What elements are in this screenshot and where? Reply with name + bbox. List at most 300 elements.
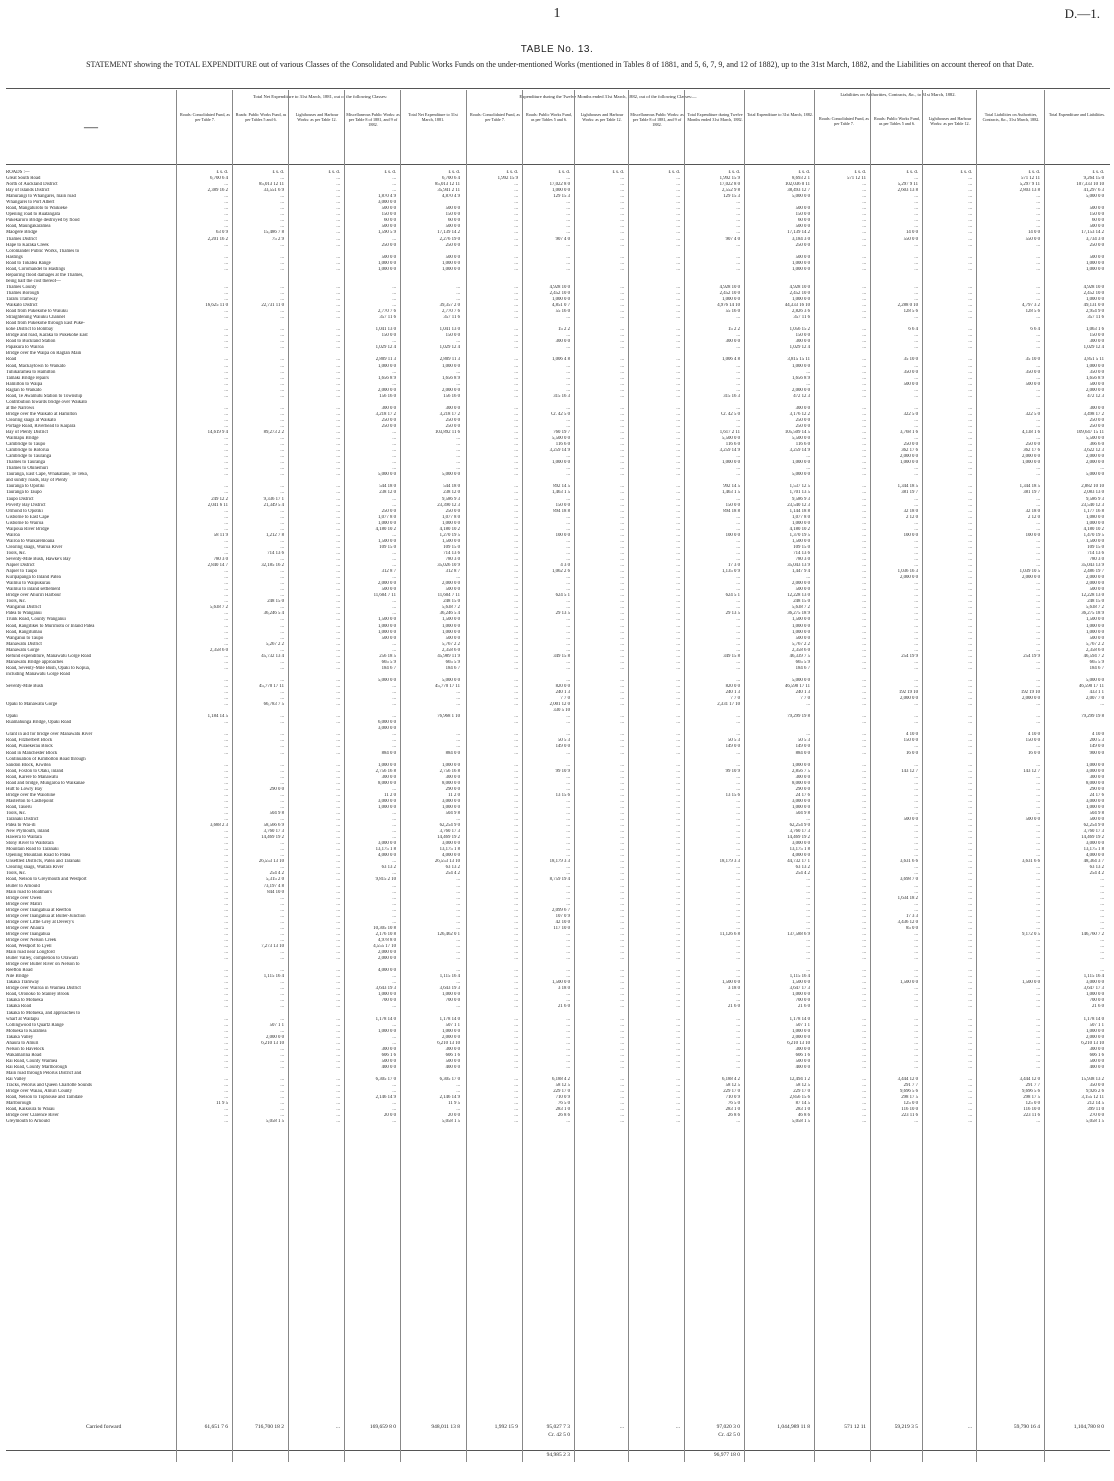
- table-cell: ...: [736, 780, 740, 786]
- table-cell: ...: [566, 665, 570, 671]
- table-cell: ...: [514, 448, 518, 454]
- carried-forward-value: 1,104,780 8 0: [1073, 1424, 1104, 1430]
- table-cell: ...: [280, 1083, 284, 1089]
- table-cell: ...: [620, 563, 624, 569]
- table-cell: 240 1 3: [795, 690, 810, 696]
- table-cell: ...: [968, 357, 972, 363]
- table-cell: ...: [676, 520, 680, 526]
- table-cell: 349 15 8: [553, 653, 570, 659]
- row-label: Road, Nelson to Tophouse and Tarndale: [6, 1095, 83, 1101]
- table-cell: ...: [914, 593, 918, 599]
- table-cell: 62,254 9 0: [439, 823, 460, 829]
- table-cell: 116 6 0: [725, 442, 740, 448]
- table-cell: ...: [1036, 1028, 1040, 1034]
- table-cell: 283 1 0: [725, 1107, 740, 1113]
- table-cell: ...: [566, 968, 570, 974]
- table-cell: 504 9 8: [269, 810, 284, 816]
- row-label: Road in Manchester Block: [6, 750, 58, 756]
- table-cell: 184 6 7: [445, 665, 460, 671]
- table-cell: ...: [1036, 780, 1040, 786]
- table-cell: ...: [392, 810, 396, 816]
- table-cell: 300 0 0: [381, 405, 396, 411]
- table-cell: ...: [968, 345, 972, 351]
- table-cell: ...: [566, 804, 570, 810]
- table-cell: 129 15 3: [723, 194, 740, 200]
- table-cell: 2,358 6 0: [792, 647, 810, 653]
- table-cell: 6,188 4 2: [722, 1077, 740, 1083]
- table-cell: ...: [280, 950, 284, 956]
- table-cell: ...: [914, 387, 918, 393]
- table-cell: ...: [736, 732, 740, 738]
- table-cell: ...: [968, 792, 972, 798]
- row-label: Ahaura to Amuri: [6, 1040, 39, 1046]
- table-cell: ...: [224, 635, 228, 641]
- table-cell: ...: [280, 677, 284, 683]
- row-label: Road, Kaikoura to Waiau: [6, 1107, 55, 1113]
- carried-forward-value: 59,219 3 5: [894, 1424, 918, 1430]
- table-cell: £ s. d.: [272, 170, 284, 175]
- table-cell: ...: [620, 490, 624, 496]
- table-cell: ...: [566, 1028, 570, 1034]
- table-cell: 1,370 19 5: [789, 532, 810, 538]
- table-cell: ...: [224, 677, 228, 683]
- table-cell: ...: [392, 738, 396, 744]
- table-cell: ...: [224, 466, 228, 472]
- table-cell: ...: [336, 290, 340, 296]
- table-cell: 143 12 7: [901, 768, 918, 774]
- table-cell: ...: [736, 883, 740, 889]
- table-cell: 128 5 6: [903, 309, 918, 315]
- table-cell: ...: [968, 550, 972, 556]
- table-cell: ...: [514, 895, 518, 901]
- table-cell: ...: [914, 804, 918, 810]
- table-cell: ...: [620, 986, 624, 992]
- table-cell: 150 0 0: [555, 502, 570, 508]
- table-cell: ...: [676, 889, 680, 895]
- table-cell: ...: [224, 224, 228, 230]
- table-cell: 283 1 0: [795, 1107, 810, 1113]
- row-label: Nile Bridge: [6, 974, 29, 980]
- table-cell: ...: [514, 605, 518, 611]
- table-cell: ...: [676, 1046, 680, 1052]
- table-cell: ...: [336, 762, 340, 768]
- table-cell: 249 12 2: [211, 496, 228, 502]
- table-cell: ...: [862, 768, 866, 774]
- table-cell: ...: [336, 363, 340, 369]
- carried-forward-credit-total: Cr. 42 5 0: [718, 1432, 740, 1438]
- table-cell: 1,500 0 0: [1086, 617, 1104, 623]
- table-cell: ...: [336, 919, 340, 925]
- table-cell: ...: [620, 1040, 624, 1046]
- table-cell: ...: [456, 968, 460, 974]
- table-cell: 500 0 0: [903, 381, 918, 387]
- table-cell: 3,218 17 2: [439, 411, 460, 417]
- table-cell: 400 0 0: [445, 1064, 460, 1070]
- column-divider: [684, 90, 685, 1462]
- table-cell: ...: [280, 327, 284, 333]
- table-cell: ...: [914, 931, 918, 937]
- table-cell: ...: [514, 1004, 518, 1010]
- table-cell: 46,590 17 11: [1078, 683, 1104, 689]
- table-cell: 2,358 6 0: [1086, 647, 1104, 653]
- table-cell: 1,000 0 0: [1086, 363, 1104, 369]
- row-label: Whangarei to Port Albert: [6, 200, 55, 206]
- table-cell: 125 0 0: [1025, 1101, 1040, 1107]
- table-cell: £ s. d.: [906, 170, 918, 175]
- table-cell: ...: [514, 889, 518, 895]
- table-cell: ...: [280, 206, 284, 212]
- row-label: Road, Rangitikei to Murimotu or Inland Patea: [6, 623, 95, 629]
- row-label: Bridge over Clarence River: [6, 1113, 59, 1119]
- row-label: Bridge over Ahuriri Harbour: [6, 593, 62, 599]
- table-cell: ...: [456, 980, 460, 986]
- table-cell: ...: [1100, 968, 1104, 974]
- table-cell: 100 0 0: [725, 532, 740, 538]
- row-label: Refund expenditure, Manawatu Gorge Road: [6, 653, 92, 659]
- table-cell: ...: [620, 575, 624, 581]
- table-cell: ...: [862, 871, 866, 877]
- table-cell: ...: [676, 1064, 680, 1070]
- table-cell: ...: [280, 194, 284, 200]
- table-cell: ...: [392, 641, 396, 647]
- table-cell: 3,815 15 11: [787, 357, 810, 363]
- table-cell: 24 17 6: [1089, 792, 1104, 798]
- table-cell: ...: [336, 605, 340, 611]
- row-label: Takaka Tramway: [6, 980, 40, 986]
- table-cell: 300 0 0: [1089, 405, 1104, 411]
- table-cell: ...: [1036, 641, 1040, 647]
- row-label: Road, Coromandel to Hastings: [6, 266, 66, 272]
- table-cell: ...: [914, 538, 918, 544]
- table-cell: 8,000 0 0: [378, 780, 396, 786]
- table-cell: ...: [620, 436, 624, 442]
- table-cell: 283 1 0: [555, 1107, 570, 1113]
- table-cell: 14 0 0: [1028, 230, 1040, 236]
- table-cell: ...: [968, 1107, 972, 1113]
- table-cell: 76,968 1 10: [437, 714, 460, 720]
- table-cell: ...: [676, 841, 680, 847]
- table-cell: ...: [336, 774, 340, 780]
- table-cell: ...: [336, 423, 340, 429]
- table-cell: 2,856 15 6: [789, 1095, 810, 1101]
- table-cell: ...: [676, 792, 680, 798]
- row-label: Waimui to Waipukurau: [6, 581, 51, 587]
- table-cell: 4 3 0: [560, 563, 570, 569]
- table-cell: ...: [566, 405, 570, 411]
- table-cell: 23,540 12 3: [787, 502, 810, 508]
- table-cell: ...: [224, 1022, 228, 1028]
- table-cell: ...: [566, 798, 570, 804]
- table-cell: ...: [224, 780, 228, 786]
- table-cell: ...: [914, 496, 918, 502]
- table-cell: ...: [224, 623, 228, 629]
- row-label: Tools, &c.: [6, 871, 27, 877]
- table-cell: ...: [676, 665, 680, 671]
- table-cell: ...: [514, 913, 518, 919]
- table-cell: ...: [336, 738, 340, 744]
- table-cell: ...: [566, 847, 570, 853]
- table-cell: ...: [862, 327, 866, 333]
- table-cell: ...: [336, 937, 340, 943]
- table-cell: ...: [280, 575, 284, 581]
- table-cell: ...: [914, 720, 918, 726]
- table-cell: ...: [968, 611, 972, 617]
- table-cell: ...: [224, 442, 228, 448]
- table-cell: 229 17 0: [723, 1089, 740, 1095]
- table-cell: ...: [280, 393, 284, 399]
- table-cell: ...: [676, 810, 680, 816]
- table-cell: ...: [1036, 1022, 1040, 1028]
- table-cell: ...: [336, 303, 340, 309]
- table-cell: ...: [968, 599, 972, 605]
- table-cell: ...: [224, 218, 228, 224]
- table-cell: ...: [1036, 224, 1040, 230]
- row-label: Bridge over Nelson Creek: [6, 937, 57, 943]
- table-cell: ...: [280, 176, 284, 182]
- column-header: Roads: Consolidated Fund, as per Table 7.: [469, 112, 521, 122]
- row-label: Waimapu Bridge: [6, 436, 39, 442]
- table-cell: ...: [968, 200, 972, 206]
- table-cell: 21 6 0: [558, 1004, 570, 1010]
- table-cell: 184 6 7: [795, 665, 810, 671]
- table-cell: 2,000 0 0: [900, 454, 918, 460]
- table-cell: ...: [1036, 296, 1040, 302]
- table-cell: ...: [456, 454, 460, 460]
- table-cell: ...: [968, 907, 972, 913]
- table-cell: ...: [620, 696, 624, 702]
- table-cell: ...: [620, 1083, 624, 1089]
- table-cell: ...: [676, 611, 680, 617]
- table-cell: ...: [862, 484, 866, 490]
- table-cell: 322 5 0: [1025, 411, 1040, 417]
- table-cell: ...: [968, 484, 972, 490]
- table-cell: ...: [336, 599, 340, 605]
- table-cell: ...: [224, 1064, 228, 1070]
- table-cell: ...: [862, 611, 866, 617]
- table-cell: ...: [736, 798, 740, 804]
- table-cell: ...: [224, 290, 228, 296]
- row-label: Bridge over Owen: [6, 895, 42, 901]
- table-cell: ...: [514, 611, 518, 617]
- table-cell: 9,586 9 3: [792, 496, 810, 502]
- table-cell: ...: [968, 847, 972, 853]
- row-label: Bridge over Ahaura: [6, 925, 44, 931]
- table-cell: ...: [676, 786, 680, 792]
- table-cell: ...: [676, 913, 680, 919]
- table-cell: 24 17 6: [795, 792, 810, 798]
- table-cell: ...: [862, 575, 866, 581]
- table-cell: ...: [968, 1095, 972, 1101]
- row-label: Wanganui to Taupo: [6, 635, 44, 641]
- table-cell: 544 18 0: [443, 484, 460, 490]
- table-cell: ...: [224, 575, 228, 581]
- table-cell: ...: [1036, 1034, 1040, 1040]
- table-cell: ...: [620, 363, 624, 369]
- table-cell: ...: [514, 792, 518, 798]
- table-cell: ...: [676, 472, 680, 478]
- row-label: Seventy-Mile Bush, Hawke's Bay: [6, 557, 71, 562]
- table-cell: ...: [456, 442, 460, 448]
- table-cell: ...: [736, 659, 740, 665]
- table-cell: 60 0 0: [1092, 218, 1104, 224]
- table-cell: 1,178 14 0: [439, 1016, 460, 1022]
- table-cell: ...: [676, 937, 680, 943]
- table-cell: 13 15 6: [555, 792, 570, 798]
- table-cell: ...: [514, 780, 518, 786]
- table-cell: ...: [736, 871, 740, 877]
- table-cell: 3,768 1 6: [900, 430, 918, 436]
- table-cell: 2,882 10 10: [1081, 484, 1104, 490]
- table-cell: ...: [224, 702, 228, 708]
- table-cell: 13,175 1 8: [439, 847, 460, 853]
- table-cell: ...: [862, 1101, 866, 1107]
- table-cell: ...: [336, 333, 340, 339]
- table-cell: 500 0 0: [1025, 381, 1040, 387]
- table-cell: ...: [862, 774, 866, 780]
- table-cell: ...: [862, 224, 866, 230]
- table-cell: ...: [968, 647, 972, 653]
- table-cell: 290 0 0: [269, 786, 284, 792]
- row-label: Seventy-Mile Bush: [6, 683, 44, 689]
- table-cell: ...: [392, 454, 396, 460]
- table-cell: ...: [736, 405, 740, 411]
- table-cell: ...: [862, 980, 866, 986]
- row-label: Tauranga to Taupo: [6, 490, 42, 496]
- table-cell: 4,000 0 0: [792, 853, 810, 859]
- table-cell: ...: [392, 339, 396, 345]
- table-cell: 3,643 19 3: [439, 986, 460, 992]
- table-cell: ...: [224, 1058, 228, 1064]
- table-cell: ...: [514, 557, 518, 562]
- table-cell: ...: [280, 1089, 284, 1095]
- table-cell: ...: [280, 623, 284, 629]
- table-cell: ...: [676, 514, 680, 520]
- table-cell: 1,000 0 0: [378, 1028, 396, 1034]
- row-label: Sandon Block, Kiwitea: [6, 762, 51, 768]
- table-cell: ...: [676, 460, 680, 466]
- table-cell: ...: [514, 381, 518, 387]
- table-cell: ...: [280, 266, 284, 272]
- table-cell: ...: [566, 635, 570, 641]
- table-cell: 5,058 1 5: [442, 1119, 460, 1125]
- table-cell: 58 12 5: [725, 1083, 740, 1089]
- table-cell: ...: [914, 901, 918, 907]
- table-cell: 2,146 14 9: [439, 1095, 460, 1101]
- row-label: Road, Westport to Lyell: [6, 944, 52, 949]
- table-cell: ...: [336, 563, 340, 569]
- table-cell: ...: [968, 423, 972, 429]
- table-cell: ...: [224, 1046, 228, 1052]
- table-cell: ...: [1036, 895, 1040, 901]
- table-cell: 1,029 12 4: [789, 345, 810, 351]
- table-cell: 63 13 2: [795, 865, 810, 871]
- table-cell: ...: [280, 345, 284, 351]
- table-cell: ...: [862, 593, 866, 599]
- table-cell: ...: [620, 242, 624, 248]
- table-cell: 3,760 17 3: [439, 829, 460, 835]
- table-cell: ...: [336, 968, 340, 974]
- table-cell: 270 0 0: [1089, 1113, 1104, 1119]
- table-cell: ...: [968, 176, 972, 182]
- table-cell: ...: [736, 810, 740, 816]
- table-cell: 250 0 0: [445, 242, 460, 248]
- table-cell: ...: [620, 303, 624, 309]
- table-cell: ...: [336, 847, 340, 853]
- table-cell: ...: [514, 702, 518, 708]
- table-cell: ...: [514, 538, 518, 544]
- table-cell: 300 0 0: [1089, 774, 1104, 780]
- row-label: Road, Nelson to Greymouth and Westport: [6, 877, 87, 883]
- table-cell: ...: [1036, 974, 1040, 980]
- table-cell: ...: [968, 405, 972, 411]
- table-cell: ...: [336, 508, 340, 514]
- row-label: Clearing snags at Waikato: [6, 417, 57, 423]
- table-cell: 116 6 0: [795, 442, 810, 448]
- row-label: Masterton to Castlepoint: [6, 798, 54, 804]
- table-cell: ...: [968, 919, 972, 925]
- table-cell: ...: [914, 224, 918, 230]
- table-cell: 1,029 12 4: [375, 345, 396, 351]
- table-cell: ...: [456, 381, 460, 387]
- table-cell: 8,000 0 0: [442, 780, 460, 786]
- table-cell: ...: [862, 1058, 866, 1064]
- table-cell: 44,732 17 1: [787, 859, 810, 865]
- table-cell: 1,000 0 0: [792, 762, 810, 768]
- table-cell: ...: [392, 913, 396, 919]
- table-cell: ...: [968, 617, 972, 623]
- table-cell: 17,153 14 2: [1081, 230, 1104, 236]
- table-cell: ...: [862, 309, 866, 315]
- table-cell: ...: [736, 315, 740, 321]
- table-cell: ...: [280, 817, 284, 823]
- table-cell: ...: [566, 200, 570, 206]
- table-cell: ...: [862, 387, 866, 393]
- table-cell: ...: [336, 405, 340, 411]
- table-cell: ...: [514, 599, 518, 605]
- table-cell: ...: [280, 720, 284, 726]
- table-cell: ...: [968, 859, 972, 865]
- table-cell: ...: [336, 520, 340, 526]
- table-cell: 1,056 15 2: [789, 327, 810, 333]
- table-cell: 894 18 8: [553, 508, 570, 514]
- table-cell: 472 12 3: [793, 393, 810, 399]
- table-cell: 3,760 17 3: [789, 829, 810, 835]
- table-cell: ...: [280, 665, 284, 671]
- table-cell: ...: [736, 865, 740, 871]
- table-cell: ...: [676, 714, 680, 720]
- table-cell: ...: [914, 605, 918, 611]
- table-cell: ...: [862, 296, 866, 302]
- table-cell: ...: [336, 339, 340, 345]
- row-label: Wanganui District: [6, 605, 41, 611]
- table-cell: ...: [280, 895, 284, 901]
- table-cell: ...: [514, 1101, 518, 1107]
- table-cell: ...: [676, 1028, 680, 1034]
- table-cell: 3,851 5 11: [1083, 357, 1104, 363]
- row-label: Road from Pukekohe to Waiuku: [6, 309, 68, 315]
- table-cell: 3,698 7 0: [900, 877, 918, 883]
- table-cell: ...: [1036, 466, 1040, 472]
- table-cell: ...: [392, 575, 396, 581]
- table-cell: 50 5 3: [728, 738, 740, 744]
- table-cell: ...: [392, 817, 396, 823]
- table-cell: ...: [456, 889, 460, 895]
- table-cell: ...: [736, 714, 740, 720]
- table-cell: ...: [566, 841, 570, 847]
- table-cell: ...: [620, 635, 624, 641]
- table-cell: 2,000 0 0: [1022, 454, 1040, 460]
- table-cell: £ s. d.: [854, 170, 866, 175]
